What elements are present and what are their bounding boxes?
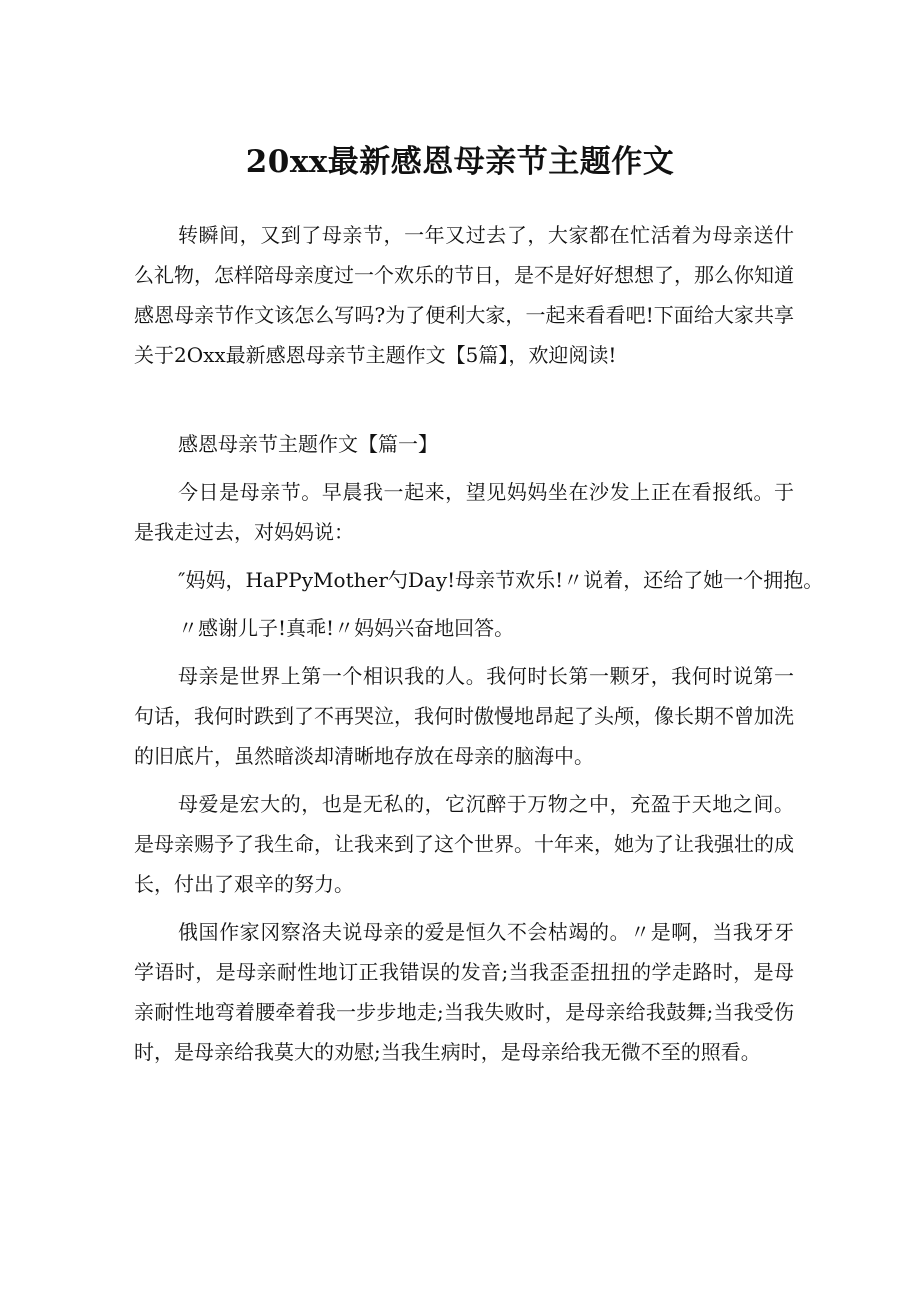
section-spacer xyxy=(134,383,794,424)
body-paragraph: 俄国作家冈察洛夫说母亲的爱是恒久不会枯竭的。〃是啊，当我牙牙学语时，是母亲耐性地订正我错误的发音;当我歪歪扭扭的学走路时，是母亲耐性地弯着腰牵着我一步步地走;当我失败时，是母亲给我鼓舞;当我受伤时，是母亲给我莫大的劝慰;当我生病时，是母亲给我无微不至的照看。 xyxy=(134,920,794,1064)
body-paragraph: 母爱是宏大的，也是无私的，它沉醉于万物之中，充盈于天地之间。是母亲赐予了我生命，让我来到了这个世界。十年来，她为了让我强壮的成长，付出了艰辛的努力。 xyxy=(134,792,794,896)
section-heading: 感恩母亲节主题作文【篇一】 xyxy=(178,432,438,456)
body-paragraph: 〃感谢儿子!真乖!〃妈妈兴奋地回答。 xyxy=(178,616,515,640)
body-paragraph: 今日是母亲节。早晨我一起来，望见妈妈坐在沙发上正在看报纸。于是我走过去，对妈妈说： xyxy=(134,480,794,544)
document-body xyxy=(134,215,824,1080)
document-title: 20xx最新感恩母亲节主题作文 xyxy=(245,144,675,180)
body-paragraph: 母亲是世界上第一个相识我的人。我何时长第一颗牙，我何时说第一句话，我何时跌到了不再哭泣，我何时傲慢地昂起了头颅，像长期不曾加洗的旧底片，虽然暗淡却清晰地存放在母亲的脑海中。 xyxy=(134,664,794,768)
body-paragraph: ″妈妈，HaPPyMother勺Day!母亲节欢乐!〃说着，还给了她一个拥抱。 xyxy=(178,568,824,592)
intro-paragraph: 转瞬间，又到了母亲节，一年又过去了，大家都在忙活着为母亲送什么礼物，怎样陪母亲度过一个欢乐的节日，是不是好好想想了，那么你知道感恩母亲节作文该怎么写吗?为了便利大家，一起来看看吧!下面给大家共享关于2Oxx最新感恩母亲节主题作文【5篇】，欢迎阅读! xyxy=(134,223,794,367)
